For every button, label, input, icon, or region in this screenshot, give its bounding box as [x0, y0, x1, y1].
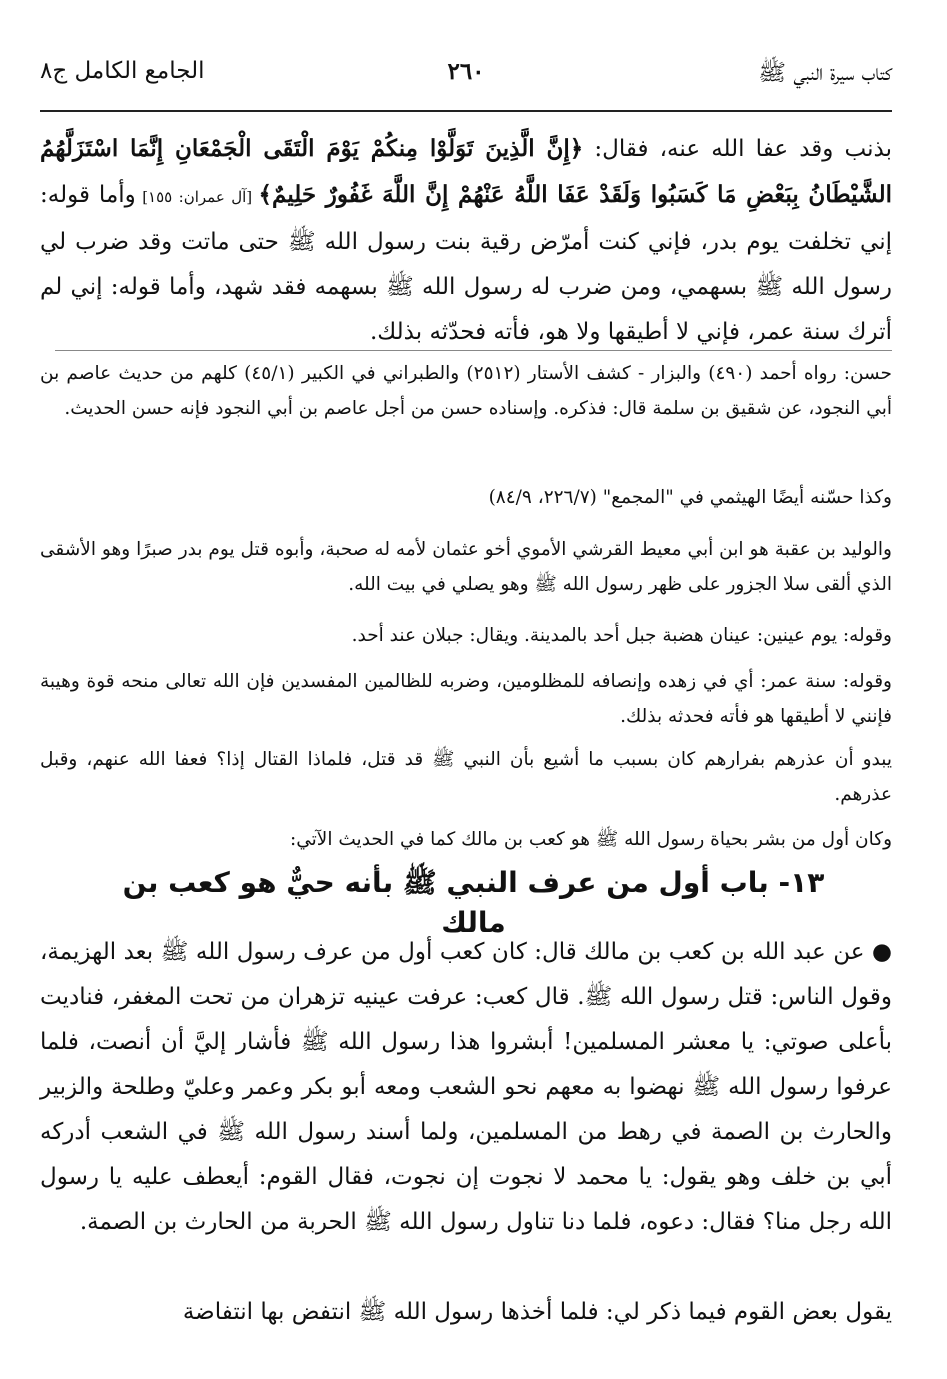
footnote-haythami: وكذا حسّنه أيضًا الهيثمي في "المجمع" (٢٢٦/٧، ٨٤/٩)	[488, 487, 892, 508]
page-header	[40, 58, 892, 118]
paragraph-rest: وأما قوله: إني تخلفت يوم بدر، فإني كنت أمرّض رقية بنت رسول الله ﷺ حتى ماتت وقد ضرب لي رسول الله ﷺ بسهمي، ومن ضرب له رسول الله ﷺ بسهمه فقد شهد، وأما قوله: إني لم أترك سنة عمر، فإني لا أطيقها ولا هو، فأته فحدّثه بذلك.	[40, 182, 892, 345]
chapter-title: ١٣- باب أول من عرف النبي ﷺ بأنه حيٌّ هو كعب بن مالك	[122, 866, 825, 939]
hadith-text: ● عن عبد الله بن كعب بن مالك قال: كان كعب أول من عرف رسول الله ﷺ بعد الهزيمة، وقول الناس: قتل رسول الله ﷺ. قال كعب: عرفت عينيه تزهران من تحت المغفر، فناديت بأعلى صوتي: يا معشر المسلمين! أبشروا هذا رسول الله ﷺ فأشار إليَّ أن أنصت، فلما عرفوا رسول الله ﷺ نهضوا به معهم نحو الشعب ومعه أبو بكر وعمر وعليّ وطلحة والزبير والحارث بن الصمة في رهط من المسلمين، ولما أسند رسول الله ﷺ في الشعب أدركه أبي بن خلف وهو يقول: يا محمد لا نجوت إن نجوت، فقال القوم: أيعطف عليه يا رسول الله رجل منا؟ فقال: دعوه، فلما دنا تناول رسول الله ﷺ الحربة من الحارث بن الصمة.	[40, 939, 892, 1235]
footnote-walid: والوليد بن عقبة هو ابن أبي معيط القرشي الأموي أخو عثمان لأمه له صحبة، وأبوه قتل يوم بدر صبرًا وهو الأشقى الذي ألقى سلا الجزور على ظهر رسول الله ﷺ وهو يصلي في بيت الله.	[40, 539, 892, 595]
footnote-transition: وكان أول من بشر بحياة رسول الله ﷺ هو كعب بن مالك كما في الحديث الآتي:	[290, 829, 892, 850]
section-divider	[55, 350, 892, 351]
verse-reference: [آل عمران: ١٥٥]	[135, 188, 259, 206]
quran-verse: ﴿إِنَّ الَّذِينَ تَوَلَّوْا مِنكُمْ يَوْمَ الْتَقَى الْجَمْعَانِ إِنَّمَا اسْتَزَلَّهُمُ الشَّيْطَانُ بِبَعْضِ مَا كَسَبُوا وَلَقَدْ عَفَا اللَّهُ عَنْهُمْ إِنَّ اللَّهَ غَفُورٌ حَلِيمٌ﴾	[40, 135, 893, 208]
footnote-excuse: يبدو أن عذرهم بفرارهم كان بسبب ما أشيع بأن النبي ﷺ قد قتل، فلماذا القتال إذا؟ فعفا الله عنهم، وقبل عذرهم.	[40, 749, 892, 805]
page-number: ٢٦٠	[447, 58, 485, 85]
header-rule	[40, 110, 892, 112]
footnote-aynayn: وقوله: يوم عينين: عينان هضبة جبل أحد بالمدينة. ويقال: جبلان عند أحد.	[351, 625, 892, 646]
footnote-umar: وقوله: سنة عمر: أي في زهده وإنصافه للمظلومين، وضربه للظالمين المفسدين فإن الله تعالى منحه قوة وهيبة فإنني لا أطيقها هو فأته فحدثه بذلك.	[40, 671, 892, 727]
last-paragraph: يقول بعض القوم فيما ذكر لي: فلما أخذها رسول الله ﷺ انتفض بها انتفاضة	[182, 1299, 892, 1325]
main-paragraph	[40, 126, 892, 355]
book-title: كتاب سيرة النبي ﷺ	[758, 60, 892, 86]
footnote-takhrij: حسن: رواه أحمد (٤٩٠) والبزار - كشف الأستار (٢٥١٢) والطبراني في الكبير (٤٥/١) كلهم من حديث عاصم بن أبي النجود، عن شقيق بن سلمة قال: فذكره. وإسناده حسن من أجل عاصم بن أبي النجود فإنه حسن الحديث.	[40, 363, 892, 419]
paragraph-lead: بذنب وقد عفا الله عنه، فقال:	[583, 136, 892, 162]
volume-title: الجامع الكامل ج٨	[40, 58, 205, 84]
